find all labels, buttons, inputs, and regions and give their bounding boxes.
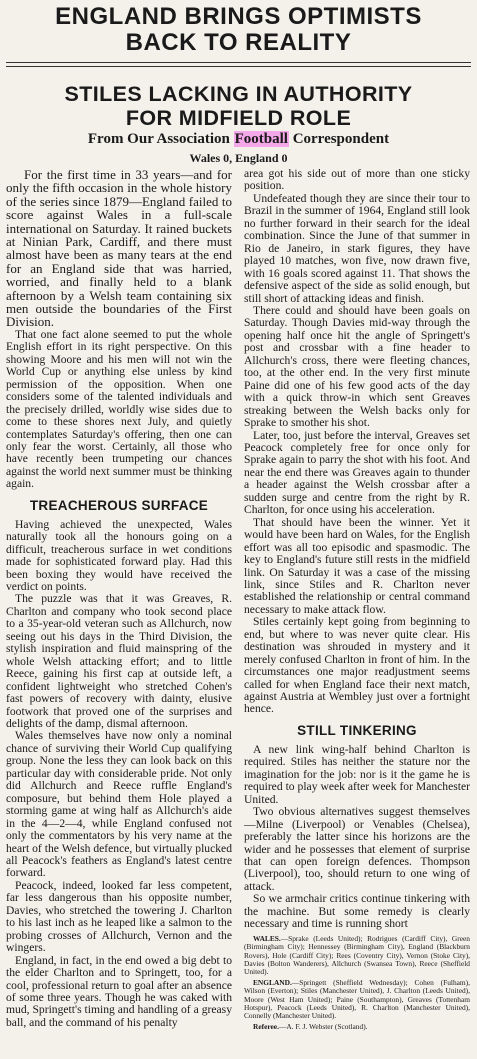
article-paragraph: area got his side out of more than one sticky position.	[244, 168, 470, 193]
byline	[0, 130, 477, 148]
england-label: ENGLAND.	[253, 977, 292, 987]
article-paragraph: For the first time in 33 years—and for only the fifth occasion in the whole history of the series since 1879—England failed to score against Wales in a full-scale international on Saturday. It rained buckets at Ninian Park, Cardiff, and there must almost have been as many tears at the end for an England side that was harried, worried, and finally held to a blank afternoon by a Welsh team containing six men outside the boundaries of the First Division.	[6, 168, 232, 330]
section-heading-still-tinkering: STILL TINKERING	[297, 722, 417, 738]
byline-prefix: From Our Association	[87, 131, 234, 147]
headline-divider	[6, 62, 471, 63]
article-paragraph: Wales themselves have now only a nominal chance of surviving their World Cup qualifying group. None the less they can look back on this particular day with considerable pride. Not only did Allchurch and Reece ruffle England's composure, but behind them Hole played a storming game at wing half as Allchurch's aide in the 4—2—4, while England confused not only the commentators by his very name at the heart of the Welsh defence, but virtually plucked all Peacock's feathers as England's latest centre forward.	[6, 729, 232, 880]
england-lineup	[244, 979, 470, 1021]
referee-label: Referee.	[253, 1021, 279, 1031]
article-paragraph: A new link wing-half behind Charlton is required. Stiles has neither the stature nor the imagination for the job: nor is it the game he is required to play week after week for Manchester United.	[244, 742, 470, 806]
england-players: —Springett (Sheffield Wednesday); Cohen (Fulham), Wilson (Everton); Stiles (Manchester United), J. Charlton (Leeds United), Moore (West Ham United); Paine (Southampton), Greaves (Tottenham Hotspur), Peacock (Leeds United), R. Charlton (Manchester United), Connelly (Manchester United).	[244, 977, 470, 1021]
sub-headline-line2: FOR MIDFIELD ROLE	[125, 106, 352, 130]
section-heading-treacherous-surface: TREACHEROUS SURFACE	[29, 497, 209, 513]
article-column-left	[6, 168, 232, 1056]
sub-headline-line1: STILES LACKING IN AUTHORITY	[64, 82, 413, 106]
article-paragraph: That should have been the winner. Yet it would have been hard on Wales, for the English effort was all too episodic and spasmodic. The key to England's future still rests in the midfield link. On Saturday it was a case of the missing link, since Stiles and R. Charlton never established the relationship or central command necessary to make attack flow.	[244, 515, 470, 616]
article-column-right	[244, 168, 470, 1056]
article-paragraph: England, in fact, in the end owed a big debt to the elder Charlton and to Springett, too, for a cool, professional return to goal after an absence of some three years. Though he was caked with mud, Springett's timing and handling of a greasy ball, and the command of his penalty	[6, 953, 232, 1029]
article-paragraph: Later, too, just before the interval, Greaves set Peacock completely free for once only for Sprake again to parry the shot with his foot. And near the end there was Greaves again to thunder a header against the Welsh crossbar after a sudden surge and centre from the right by R. Charlton, for once using his acceleration.	[244, 428, 470, 517]
match-score: Wales 0, England 0	[189, 151, 288, 165]
article-paragraph: That one fact alone seemed to put the whole English effort in its right perspective. On this showing Moore and his men will not win the World Cup or anything else unless by kind permission of the opposition. When one considers some of the talented individuals and the precisely drilled, worldly wise sides due to come to these shores next July, and quietly contemplates Saturday's offering, then one can only fear the worst. Certainly, all those who have recently been trumpeting our chances against the world next summer must be thinking again.	[6, 327, 232, 491]
main-headline-line1: ENGLAND BRINGS OPTIMISTS	[55, 3, 422, 30]
referee-name: —A. F. J. Webster (Scotland).	[278, 1021, 368, 1031]
sub-headline	[0, 82, 477, 130]
team-lineups	[244, 935, 470, 1031]
byline-highlight: Football	[234, 131, 288, 147]
article-paragraph: So we armchair critics continue tinkering with the machine. But some remedy is clearly necessary and time is running short	[244, 892, 470, 931]
article-paragraph: Undefeated though they are since their tour to Brazil in the summer of 1964, England still look no further forward in their search for the ideal combination. Since the June of that summer in Rio de Janeiro, in stark figures, they have played 10 matches, won five, now drawn five, with 16 goals scored against 11. That shows the defensive aspect of the side as solid enough, but still short of attacking ideas and finish.	[244, 191, 470, 305]
referee-line	[244, 1023, 470, 1031]
headline-divider-secondary	[6, 66, 471, 67]
wales-label: WALES.	[253, 933, 281, 943]
wales-lineup	[244, 935, 470, 977]
article-paragraph: There could and should have been goals on Saturday. Though Davies mid-way through the opening half once hit the angle of Springett's post and crossbar with a fine header to Allchurch's cross, there were fleeting chances, too, at the other end. In the very first minute Paine did one of his few good acts of the day with a quick throw-in which sent Greaves streaking between the Welsh backs only for Sprake to smother his shot.	[244, 303, 470, 430]
main-headline-line2: BACK TO REALITY	[125, 29, 352, 56]
article-paragraph: Stiles certainly kept going from beginning to end, but where to was never quite clear. His destination was shrouded in mystery and it merely confused Charlton in front of him. In the circumstances one major readjustment seems called for when England face their next match, against Austria at Wembley just over a fortnight hence.	[244, 615, 470, 716]
byline-suffix: Correspondent	[288, 131, 390, 147]
article-paragraph: Two obvious alternatives suggest themselves—Milne (Liverpool) or Venables (Chelsea), preferably the latter since his horizons are the wider and he possesses that element of surprise that can open foreign defences. Thompson (Liverpool), too, should return to one wing of attack.	[244, 805, 470, 893]
main-headline	[0, 4, 477, 56]
wales-players: —Sprake (Leeds United); Rodrigues (Cardiff City), Green (Birmingham City); Hennessey (Birmingham City), England (Blackburn Rovers), Hole (Cardiff City); Rees (Coventry City), Vernon (Stoke City), Davies (Bolton Wanderers), Allchurch (Swansea Town), Reece (Sheffield United).	[244, 933, 470, 977]
article-paragraph: Peacock, indeed, looked far less competent, far less dangerous than his opposite number, Davies, who stretched the towering J. Charlton to his last inch as he leaped like a salmon to the probing crosses of Allchurch, Vernon and the wingers.	[6, 878, 232, 955]
article-paragraph: Having achieved the unexpected, Wales naturally took all the honours going on a difficult, treacherous surface in wet conditions made for sophisticated forward play. Had this been boxing they would have received the verdict on points.	[6, 517, 232, 594]
article-paragraph: The puzzle was that it was Greaves, R. Charlton and company who took second place to a 35-year-old veteran such as Allchurch, now seeing out his days in the Third Division, the stylish inspiration and fluid mainspring of the whole Welsh attacking effort; and to little Reece, gaining his first cap at outside left, a confident lightweight who stretched Cohen's fast powers of recovery with dainty, elusive footwork that proved one of the surprises and delights of the damp, dismal afternoon.	[6, 592, 232, 731]
